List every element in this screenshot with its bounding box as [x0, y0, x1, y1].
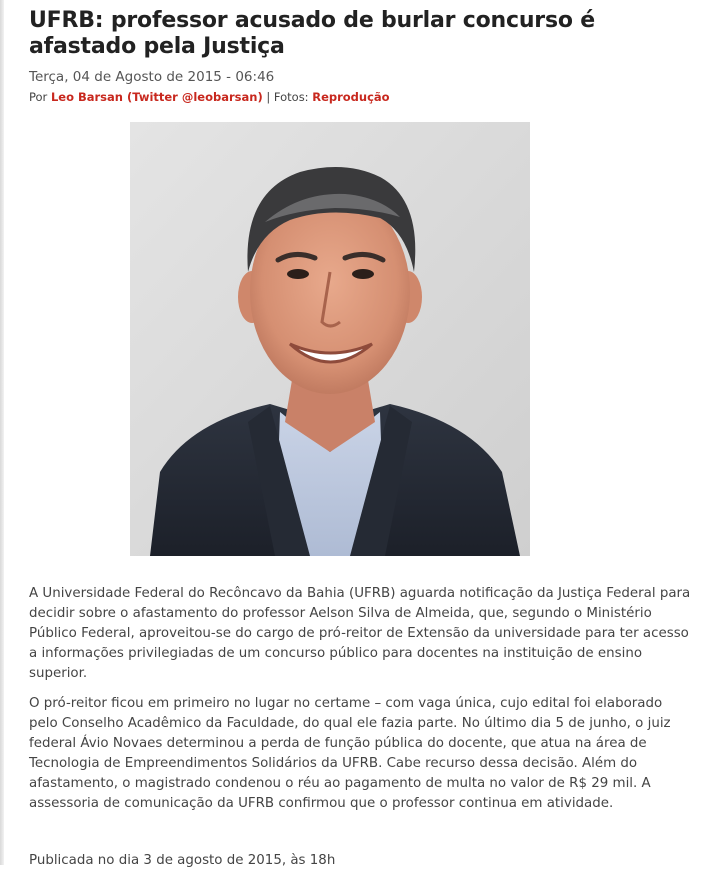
published-note: Publicada no dia 3 de agosto de 2015, às 18h [29, 853, 336, 868]
article-header [29, 8, 691, 105]
byline-prefix: Por [29, 90, 48, 104]
byline-separator: | [266, 90, 271, 104]
article-byline [29, 89, 691, 105]
article-title: UFRB: professor acusado de burlar concurso é afastado pela Justiça [29, 8, 595, 59]
photo-credit-link[interactable]: Reprodução [312, 90, 390, 104]
article-paragraph: O pró-reitor ficou em primeiro no lugar no certame – com vaga única, cujo edital foi elaborado pelo Conselho Acadêmico da Faculdade, do qual ele fazia parte. No último dia 5 de junho, o juiz federal Ávio Novaes determinou a perda de função pública do docente, que atua na área de Tecnologia de Empreendimentos Solidários da UFRB. Cabe recurso dessa decisão. Além do afastamento, o magistrado condenou o réu ao pagamento de multa no valor de R$ 29 mil. A assessoria de comunicação da UFRB confirmou que o professor continua em atividade. [29, 696, 671, 811]
page-left-border [0, 0, 4, 865]
article-date: Terça, 04 de Agosto de 2015 - 06:46 [29, 69, 275, 85]
article-paragraph: A Universidade Federal do Recôncavo da Bahia (UFRB) aguarda notificação da Justiça Federal para decidir sobre o afastamento do professor Aelson Silva de Almeida, que, segundo o Ministério Público Federal, aproveitou-se do cargo de pró-reitor de Extensão da universidade para ter acesso a informações privilegiadas de um concurso público para docentes na instituição de ensino superior. [29, 586, 691, 681]
article-photo [130, 122, 530, 556]
article-body [29, 584, 693, 824]
author-link[interactable]: Leo Barsan (Twitter @leobarsan) [50, 90, 263, 104]
photos-label: Fotos: [273, 90, 309, 104]
